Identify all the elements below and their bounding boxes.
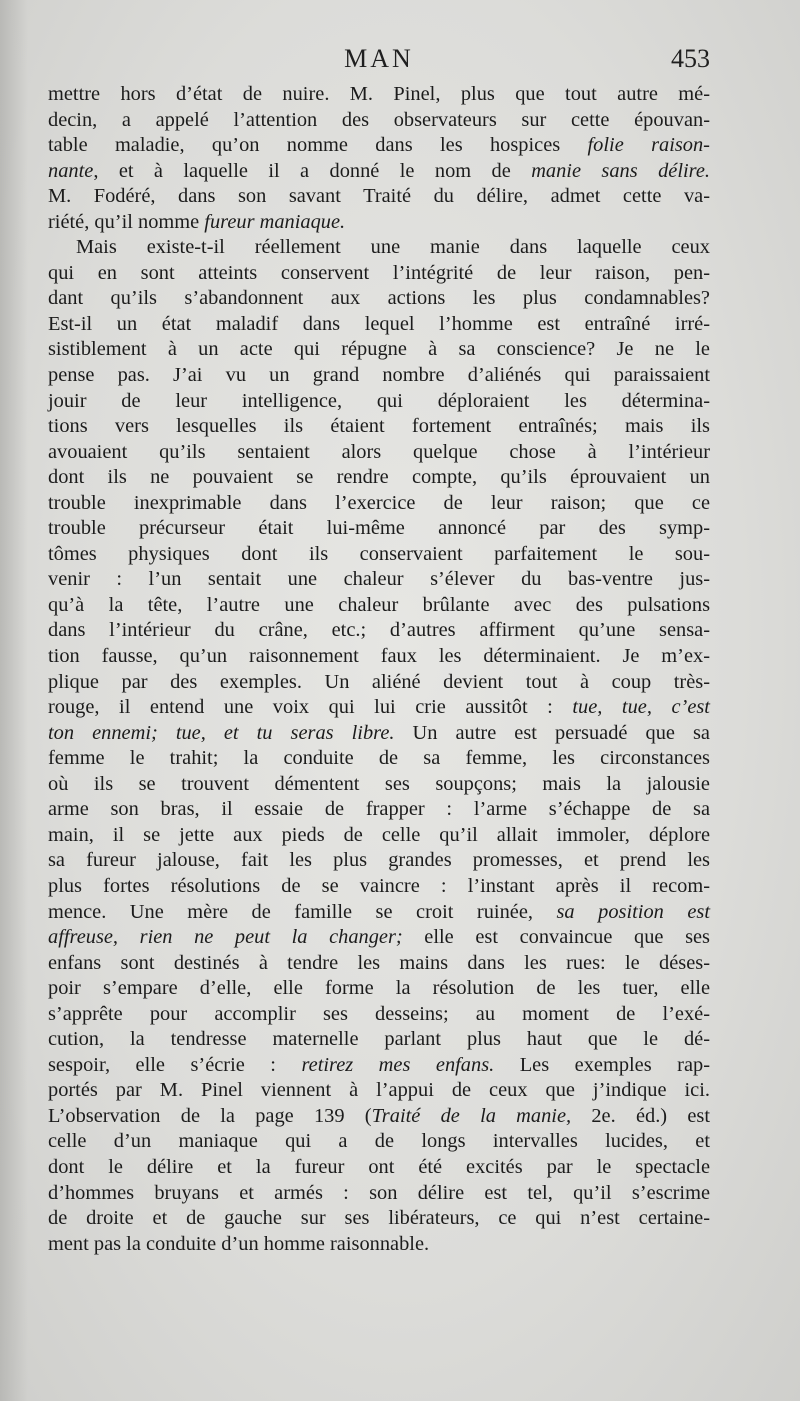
text-line: main, il se jette aux pieds de celle qu’il allait immoler, déplore [48, 823, 710, 846]
text-line: pense pas. J’ai vu un grand nombre d’aliénés qui paraissaient [48, 364, 710, 387]
text-line: sistiblement à un acte qui répugne à sa conscience? Je ne le [48, 338, 710, 361]
text-line: dant qu’ils s’abandonnent aux actions les plus condamnables? [48, 287, 710, 310]
text-line: avouaient qu’ils sentaient alors quelque chose à l’intérieur [48, 440, 710, 463]
text-line: tion fausse, qu’un raisonnement faux les déterminaient. Je m’ex- [48, 645, 710, 668]
text-line: d’hommes bruyans et armés : son délire est tel, qu’il s’escrime [48, 1181, 710, 1204]
text-line: plus fortes résolutions de se vaincre : l’instant après il recom- [48, 874, 710, 897]
text-line: sa fureur jalouse, fait les plus grandes promesses, et prend les [48, 849, 710, 872]
text-line: L’observation de la page 139 (Traité de la manie, 2e. éd.) est [48, 1104, 710, 1127]
text-line: dans l’intérieur du crâne, etc.; d’autres affirment qu’une sensa- [48, 619, 710, 642]
text-line: cution, la tendresse maternelle parlant plus haut que le dé- [48, 1028, 710, 1051]
page-header [48, 44, 710, 84]
body-text [48, 82, 710, 1257]
text-line: mence. Une mère de famille se croit ruinée, sa position est [48, 900, 710, 923]
text-line: qui en sont atteints conservent l’intégrité de leur raison, pen- [48, 261, 710, 284]
text-line: rouge, il entend une voix qui lui crie aussitôt : tue, tue, c’est [48, 696, 710, 719]
text-line: affreuse, rien ne peut la changer; elle est convaincue que ses [48, 926, 710, 949]
text-line: enfans sont destinés à tendre les mains dans les rues: le déses- [48, 951, 710, 974]
text-line: M. Fodéré, dans son savant Traité du délire, admet cette va- [48, 185, 710, 208]
text-line: Mais existe-t-il réellement une manie dans laquelle ceux [76, 236, 710, 259]
text-line: trouble précurseur était lui-même annoncé par des symp- [48, 517, 710, 540]
page-number: 453 [671, 44, 710, 73]
text-line: trouble inexprimable dans l’exercice de leur raison; que ce [48, 491, 710, 514]
text-line: s’apprête pour accomplir ses desseins; au moment de l’exé- [48, 1002, 710, 1025]
text-line: nante, et à laquelle il a donné le nom de manie sans délire. [48, 159, 710, 182]
text-line: tions vers lesquelles ils étaient fortement entraînés; mais ils [48, 415, 710, 438]
text-line: femme le trahit; la conduite de sa femme, les circonstances [48, 747, 710, 770]
text-line: table maladie, qu’on nomme dans les hospices folie raison- [48, 134, 710, 157]
text-line: qu’à la tête, l’autre une chaleur brûlante avec des pulsations [48, 593, 710, 616]
text-line: plique par des exemples. Un aliéné devient tout à coup très- [48, 670, 710, 693]
text-line: celle d’un maniaque qui a de longs intervalles lucides, et [48, 1130, 710, 1153]
text-line: tômes physiques dont ils conservaient parfaitement le sou- [48, 542, 710, 565]
text-line: jouir de leur intelligence, qui déploraient les détermina- [48, 389, 710, 412]
text-line: Est-il un état maladif dans lequel l’homme est entraîné irré- [48, 312, 710, 335]
text-line: mettre hors d’état de nuire. M. Pinel, plus que tout autre mé- [48, 83, 710, 105]
running-head: MAN [344, 44, 414, 73]
text-line: decin, a appelé l’attention des observateurs sur cette épouvan- [48, 108, 710, 131]
text-line: dont ils ne pouvaient se rendre compte, qu’ils éprouvaient un [48, 466, 710, 489]
text-line: sespoir, elle s’écrie : retirez mes enfans. Les exemples rap- [48, 1053, 710, 1076]
text-line: riété, qu’il nomme fureur maniaque. [48, 210, 346, 233]
text-line: poir s’empare d’elle, elle forme la résolution de les tuer, elle [48, 977, 710, 1000]
text-line: venir : l’un sentait une chaleur s’élever du bas-ventre jus- [48, 568, 710, 591]
text-line: où ils se trouvent démentent ses soupçons; mais la jalousie [48, 772, 710, 795]
text-line: portés par M. Pinel viennent à l’appui de ceux que j’indique ici. [48, 1079, 710, 1102]
text-line: de droite et de gauche sur ses libérateurs, ce qui n’est certaine- [48, 1207, 710, 1230]
text-line: dont le délire et la fureur ont été excités par le spectacle [48, 1155, 710, 1178]
text-line: ton ennemi; tue, et tu seras libre. Un autre est persuadé que sa [48, 721, 710, 744]
text-line: arme son bras, il essaie de frapper : l’arme s’échappe de sa [48, 798, 710, 821]
text-line: ment pas la conduite d’un homme raisonnable. [48, 1232, 430, 1255]
